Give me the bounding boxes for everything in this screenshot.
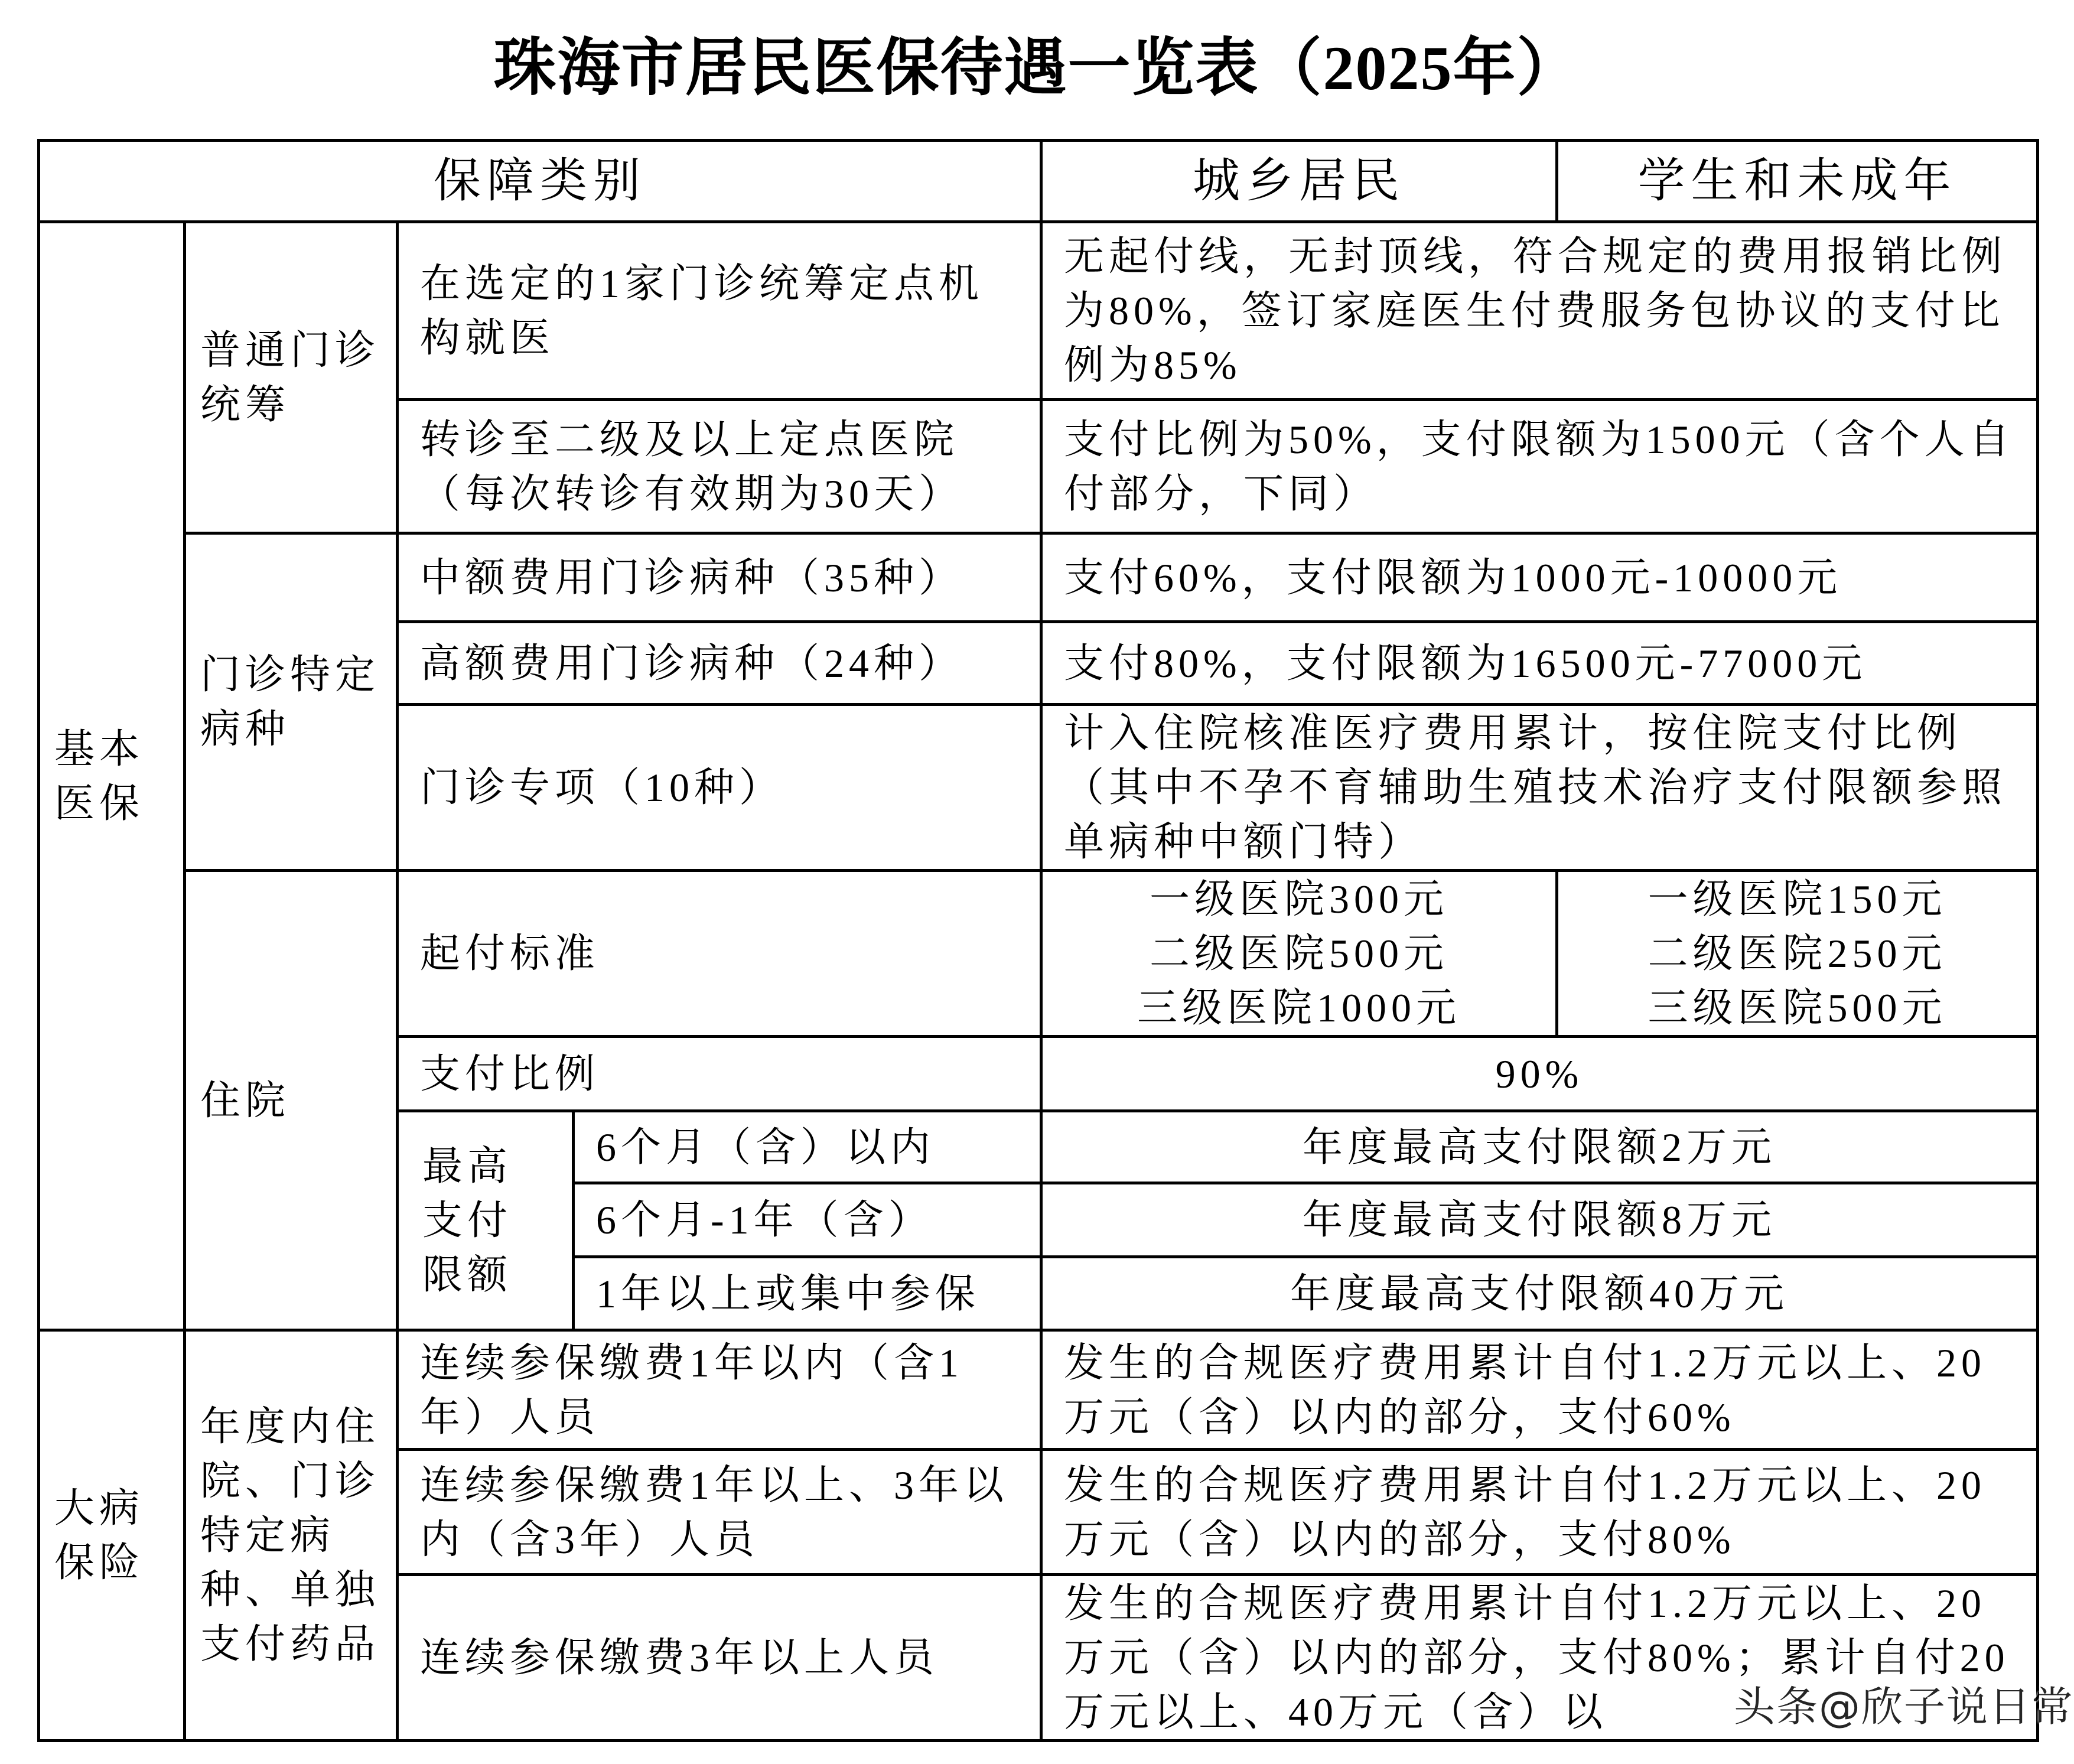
value: 支付60%，支付限额为1000元-10000元 xyxy=(1041,533,2038,622)
value-line: 三级医院500元 xyxy=(1648,985,1947,1030)
value: 发生的合规医疗费用累计自付1.2万元以上、20万元（含）以内的部分，支付60% xyxy=(1041,1330,2038,1450)
item: 转诊至二级及以上定点医院（每次转诊有效期为30天） xyxy=(398,400,1041,533)
value: 年度最高支付限额2万元 xyxy=(1041,1111,2038,1183)
page-title: 珠海市居民医保待遇一览表（2025年） xyxy=(493,34,1581,103)
subcategory-special-disease: 门诊特定病种 xyxy=(185,533,398,871)
subcategory-critical: 年度内住院、门诊特定病种、单独支付药品 xyxy=(185,1330,398,1741)
category-critical: 大病保险 xyxy=(39,1330,185,1741)
item-cap: 最高支付限额 xyxy=(398,1111,574,1330)
watermark: 头条@欣子说日常 xyxy=(1734,1682,2074,1731)
value-line: 一级医院150元 xyxy=(1648,877,1947,922)
value-line: 三级医院1000元 xyxy=(1137,985,1461,1030)
item: 连续参保缴费3年以上人员 xyxy=(398,1575,1041,1741)
deductible-urban xyxy=(1041,871,1557,1037)
value: 计入住院核准医疗费用累计，按住院支付比例（其中不孕不育辅助生殖技术治疗支付限额参照单病种中额门特） xyxy=(1041,705,2038,871)
value-line: 二级医院500元 xyxy=(1149,931,1448,976)
value: 发生的合规医疗费用累计自付1.2万元以上、20万元（含）以内的部分，支付80% xyxy=(1041,1450,2038,1575)
value: 90% xyxy=(1041,1037,2038,1111)
value: 年度最高支付限额40万元 xyxy=(1041,1257,2038,1330)
header-category: 保障类别 xyxy=(39,141,1041,222)
item: 连续参保缴费1年以内（含1年）人员 xyxy=(398,1330,1041,1450)
item: 支付比例 xyxy=(398,1037,1041,1111)
benefits-table xyxy=(37,139,2039,1742)
header-urban: 城乡居民 xyxy=(1041,141,1557,222)
period: 6个月（含）以内 xyxy=(574,1111,1041,1183)
header-student: 学生和未成年 xyxy=(1557,141,2038,222)
item: 在选定的1家门诊统筹定点机构就医 xyxy=(398,222,1041,400)
item: 门诊专项（10种） xyxy=(398,705,1041,871)
value-line: 二级医院250元 xyxy=(1648,931,1947,976)
value: 支付80%，支付限额为16500元-77000元 xyxy=(1041,622,2038,705)
subcategory-general-outpatient: 普通门诊统筹 xyxy=(185,222,398,533)
period: 6个月-1年（含） xyxy=(574,1183,1041,1257)
value: 发生的合规医疗费用累计自付1.2万元以上、20万元（含）以内的部分，支付80%；累计自付20万元以上、40万元（含）以 xyxy=(1041,1575,2038,1741)
value-line: 一级医院300元 xyxy=(1149,877,1448,922)
item: 中额费用门诊病种（35种） xyxy=(398,533,1041,622)
value: 支付比例为50%，支付限额为1500元（含个人自付部分，下同） xyxy=(1041,400,2038,533)
category-basic: 基本医保 xyxy=(39,222,185,1330)
subcategory-inpatient: 住院 xyxy=(185,871,398,1330)
item: 高额费用门诊病种（24种） xyxy=(398,622,1041,705)
deductible-student xyxy=(1557,871,2038,1037)
period: 1年以上或集中参保 xyxy=(574,1257,1041,1330)
item: 连续参保缴费1年以上、3年以内（含3年）人员 xyxy=(398,1450,1041,1575)
value: 年度最高支付限额8万元 xyxy=(1041,1183,2038,1257)
item: 起付标准 xyxy=(398,871,1041,1037)
value: 无起付线，无封顶线，符合规定的费用报销比例为80%，签订家庭医生付费服务包协议的支付比例为85% xyxy=(1041,222,2038,400)
